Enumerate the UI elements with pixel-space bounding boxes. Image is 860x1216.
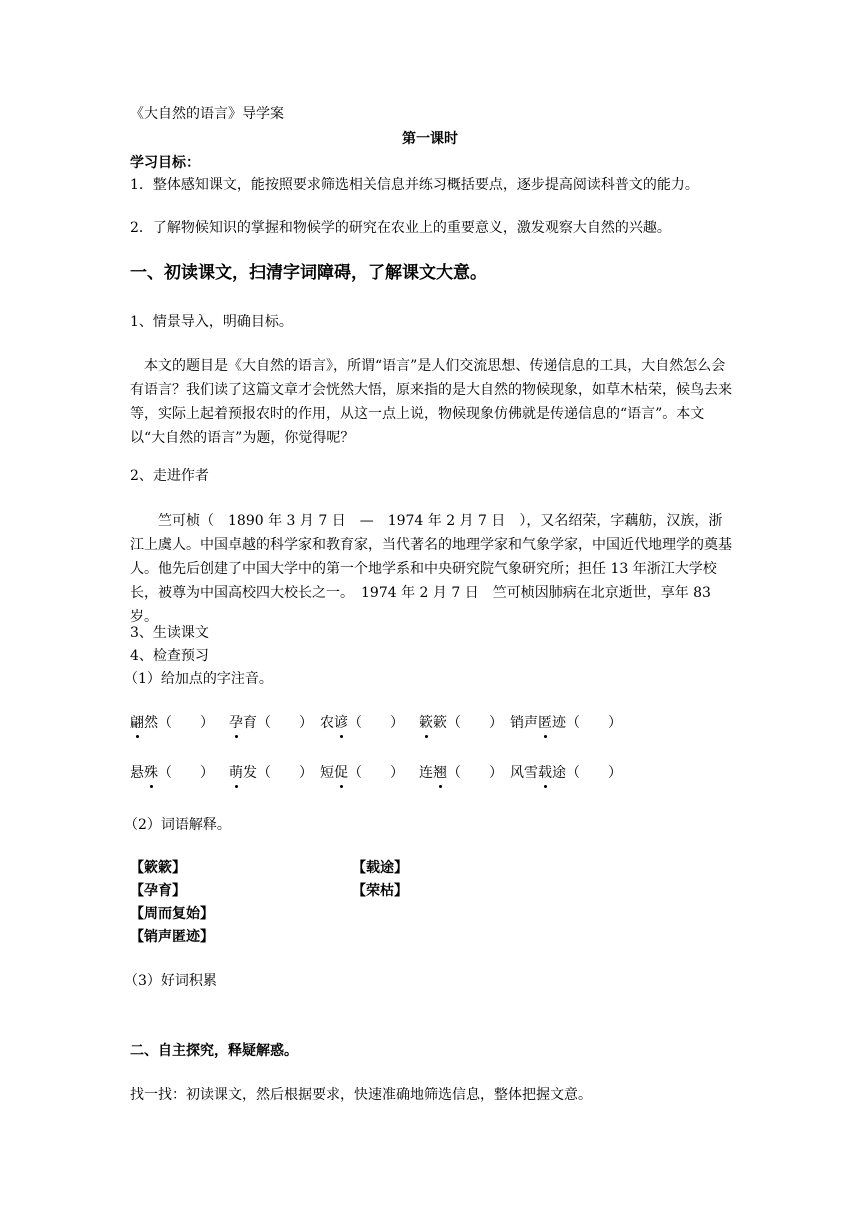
- section-2-heading: 二、自主探究，释疑解惑。: [130, 1043, 298, 1059]
- pinyin-item: 农谚（ ）: [320, 712, 404, 734]
- dotted-char: 殊: [144, 762, 158, 784]
- subtask-2-label: （2）词语解释。: [124, 817, 231, 833]
- pinyin-item: 簌簌（ ）: [419, 712, 503, 734]
- lesson-heading: 第一课时: [402, 131, 458, 147]
- section-1-heading: 一、初读课文，扫清字词障碍，了解课文大意。: [130, 263, 487, 283]
- author-paragraph: 竺可桢（ 1890 年 3 月 7 日 — 1974 年 2 月 7 日 ），又名绍荣，字藕舫，汉族，浙江上虞人。中国卓越的科学家和教育家，当代著名的地理学家和气象学家，中国近代地理学的奠基人。他先后创建了中国大学中的第一个地学系和中央研究院气象研究所；担任 13 年浙江大学校长，被尊为中国高校四大校长之一。 1974 年 2 月 7 日 竺可桢因肺病在北京逝世，享年 83 岁。: [130, 513, 732, 625]
- objective-item-2: 2．了解物候知识的掌握和物候学的研究在农业上的重要意义，激发观察大自然的兴趣。: [130, 220, 671, 236]
- pinyin-item: 悬殊（ ）: [130, 762, 214, 784]
- dotted-char: 促: [334, 762, 348, 784]
- term-right-2: 【荣枯】: [352, 883, 408, 899]
- term-left-2: 【孕育】: [130, 883, 186, 899]
- section-2-task: 找一找：初读课文，然后根据要求，快速准确地筛选信息，整体把握文意。: [130, 1087, 592, 1103]
- subtask-3-label: （3）好词积累: [124, 973, 217, 989]
- term-left-3: 【周而复始】: [130, 906, 214, 922]
- pinyin-item: 短促（ ）: [320, 762, 404, 784]
- term-left-4: 【销声匿迹】: [130, 929, 214, 945]
- objectives-heading: 学习目标：: [130, 155, 200, 171]
- dotted-char: 萌: [229, 762, 243, 784]
- step-2-label: 2、走进作者: [130, 468, 209, 484]
- step-4-label: 4、检查预习: [130, 648, 209, 664]
- subtask-1-label: （1）给加点的字注音。: [124, 671, 273, 687]
- pinyin-item: 翩然（ ）: [130, 712, 214, 734]
- pinyin-item: 销声匿迹（ ）: [510, 712, 622, 734]
- term-right-1: 【载途】: [352, 860, 408, 876]
- step-1-label: 1、情景导入，明确目标。: [130, 314, 293, 330]
- dotted-char: 翩: [130, 712, 144, 734]
- dotted-char: 匿: [538, 712, 552, 734]
- intro-paragraph: 本文的题目是《大自然的语言》，所谓“语言”是人们交流思想、传递信息的工具，大自然怎么会有语言？我们读了这篇文章才会恍然大悟，原来指的是大自然的物候现象，如草木枯荣，候鸟去来等，实际上起着预报农时的作用，从这一点上说，物候现象仿佛就是传递信息的“语言”。本文以“大自然的语言”为题，你觉得呢？: [130, 358, 732, 446]
- pinyin-item: 风雪载途（ ）: [510, 762, 622, 784]
- term-left-1: 【簌簌】: [130, 860, 186, 876]
- dotted-char: 簌: [419, 712, 433, 734]
- pinyin-item: 连翘（ ）: [419, 762, 503, 784]
- pinyin-item: 萌发（ ）: [229, 762, 313, 784]
- step-3-label: 3、生读课文: [130, 625, 209, 641]
- dotted-char: 谚: [334, 712, 348, 734]
- dotted-char: 孕: [229, 712, 243, 734]
- pinyin-item: 孕育（ ）: [229, 712, 313, 734]
- dotted-char: 翘: [433, 762, 447, 784]
- dotted-char: 载: [538, 762, 552, 784]
- document-title: 《大自然的语言》导学案: [130, 106, 284, 122]
- objective-item-1: 1．整体感知课文，能按照要求筛选相关信息并练习概括要点，逐步提高阅读科普文的能力。: [130, 177, 699, 193]
